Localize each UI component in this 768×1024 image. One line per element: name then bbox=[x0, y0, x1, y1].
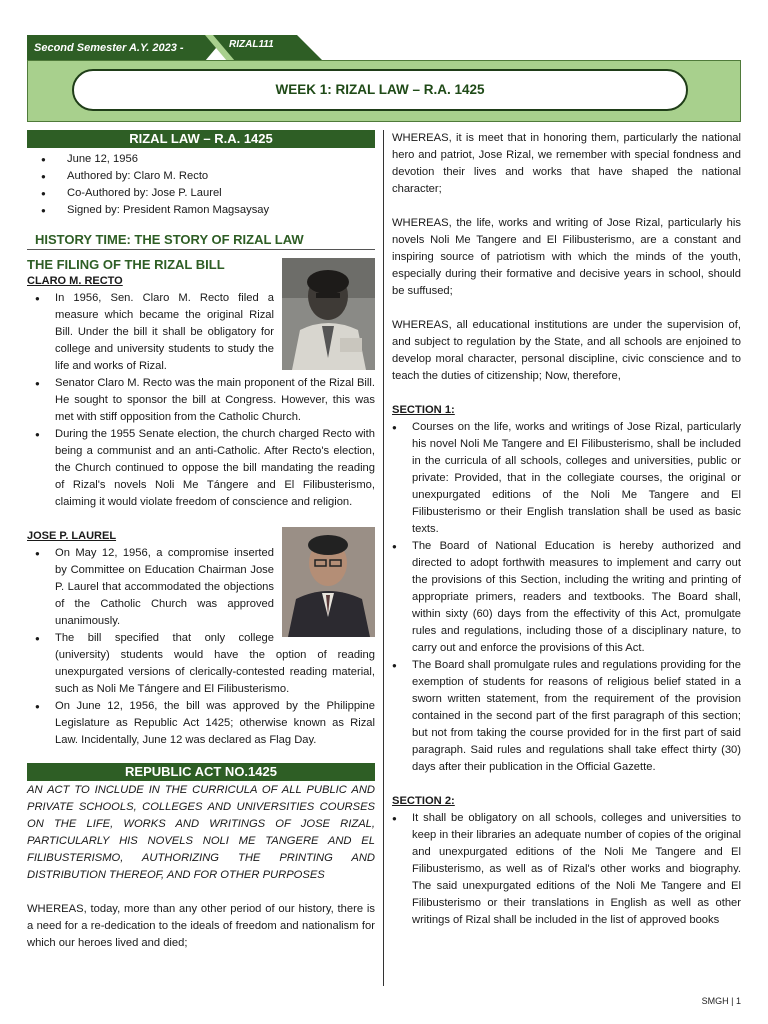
recto-bullet: ● In 1956, Sen. Claro M. Recto filed a measure which became the original Rizal Bill. Under the bill it shall be obligatory for college and university students to study the life and works of Rizal. bbox=[55, 290, 375, 375]
course-code: RIZAL111 bbox=[229, 39, 274, 50]
act-title: AN ACT TO INCLUDE IN THE CURRICULA OF ALL PUBLIC AND PRIVATE SCHOOLS, COLLEGES AND UNIVERSITIES COURSES ON THE LIFE, WORKS AND WRITINGS OF JOSE RIZAL, PARTICULARLY HIS NOVELS NOLI ME TANGERE AND EL FILIBUSTERISMO, AUTHORIZING THE PRINTING AND DISTRIBUTION THEREOF, AND FOR OTHER PURPOSES bbox=[27, 784, 375, 881]
semester-label: Second Semester A.Y. 2023 - bbox=[34, 42, 184, 54]
course-tab bbox=[205, 35, 323, 61]
section-1-list bbox=[392, 419, 741, 776]
section-1-heading: SECTION 1: bbox=[392, 404, 455, 416]
whereas-paragraph: WHEREAS, today, more than any other period of our history, there is a need for a re-dedication to the ideals of freedom and nationalism for which our heroes lived and died; bbox=[27, 903, 375, 949]
fact-item: ● Signed by: President Ramon Magsaysay bbox=[67, 202, 375, 219]
filing-heading: THE FILING OF THE RIZAL BILL bbox=[27, 257, 225, 272]
facts-list bbox=[27, 151, 375, 219]
week-title: WEEK 1: RIZAL LAW – R.A. 1425 bbox=[72, 69, 688, 111]
section-2-heading: SECTION 2: bbox=[392, 795, 455, 807]
recto-bullet: ● During the 1955 Senate election, the church charged Recto with being a communist and an anti-Catholic. After Recto's election, the Church continued to oppose the bill mandating the reading of Rizal's novels Noli Me Tángere and El Filibusterismo, claiming it would violate freedom of conscience and religion. bbox=[55, 426, 375, 511]
laurel-bullets bbox=[27, 545, 375, 749]
recto-bullets bbox=[27, 290, 375, 511]
section-2-list bbox=[392, 810, 741, 929]
section-1-item: ● Courses on the life, works and writings of Jose Rizal, particularly his novel Noli Me Tangere and El Filibusterismo, shall be included in the curricula of all schools, colleges and universities, public or private: Provided, that in the collegiate courses, the original or unexpurgated editions of the Noli Me Tangere and El Filibusterismo or their English translation shall be used as basic texts. bbox=[412, 419, 741, 538]
fact-item: ● Co-Authored by: Jose P. Laurel bbox=[67, 185, 375, 202]
republic-act-heading: REPUBLIC ACT NO.1425 bbox=[27, 763, 375, 781]
whereas-paragraph: WHEREAS, all educational institutions are under the supervision of, and subject to regulation by the State, and all schools are enjoined to develop moral character, personal discipline, civic conscience and to teach the duties of citizenship; Now, therefore, bbox=[392, 319, 741, 382]
title-banner bbox=[27, 60, 741, 122]
column-divider bbox=[383, 130, 384, 986]
laurel-bullet: ● The bill specified that only college (university) students would have the option of reading unexpurgated versions of clerically-contested reading material, such as Noli Me Tángere and El Filibusterismo. bbox=[55, 630, 375, 698]
fact-item: ● Authored by: Claro M. Recto bbox=[67, 168, 375, 185]
section-1-item: ● The Board of National Education is hereby authorized and directed to adopt forthwith measures to implement and carry out the provisions of this Section, including the writing and printing of appropriate primers, readers and textbooks. The Board shall, within sixty (60) days from the effectivity of this Act, promulgate rules and regulations, including those of a disciplinary nature, to carry out and enforce the provisions of this Act. bbox=[412, 538, 741, 657]
section-1-item: ● The Board shall promulgate rules and regulations providing for the exemption of students for reasons of religious belief stated in a sworn written statement, from the requirement of the provision contained in the second part of the first paragraph of this section; but not from taking the course provided for in the first part of said paragraph. Said rules and regulations shall take effect thirty (30) days after their publication in the Official Gazette. bbox=[412, 657, 741, 776]
section-2-item: ● It shall be obligatory on all schools, colleges and universities to keep in their libraries an adequate number of copies of the original and unexpurgated editions of the Noli Me Tangere and El Filibusterismo, as well as of Rizal's other works and biography. The said unexpurgated editions of the Noli Me Tangere and El Filibusterismo or their translations in English as well as other writings of Rizal shall be included in the list of approved books bbox=[412, 810, 741, 929]
laurel-heading: JOSE P. LAUREL bbox=[27, 530, 117, 542]
rizal-law-heading: RIZAL LAW – R.A. 1425 bbox=[27, 130, 375, 148]
fact-item: ● June 12, 1956 bbox=[67, 151, 375, 168]
history-heading: HISTORY TIME: THE STORY OF RIZAL LAW bbox=[27, 231, 375, 250]
right-column bbox=[392, 130, 741, 929]
recto-heading: CLARO M. RECTO bbox=[27, 275, 123, 287]
recto-bullet: ● Senator Claro M. Recto was the main proponent of the Rizal Bill. He sought to sponsor the bill at Congress. However, this was met with stiff opposition from the Catholic Church. bbox=[55, 375, 375, 426]
page-footer: SMGH | 1 bbox=[701, 996, 741, 1006]
whereas-paragraph: WHEREAS, the life, works and writing of Jose Rizal, particularly his novels Noli Me Tangere and El Filibusterismo, are a constant and inspiring source of patriotism with which the minds of the youth, especially during their formative and decisive years in school, should be suffused; bbox=[392, 217, 741, 297]
semester-tab bbox=[27, 35, 205, 61]
left-column bbox=[27, 130, 375, 952]
laurel-bullet: ● On May 12, 1956, a compromise inserted by Committee on Education Chairman Jose P. Laurel that accommodated the objections of the Catholic Church was approved unanimously. bbox=[55, 545, 375, 630]
whereas-paragraph: WHEREAS, it is meet that in honoring them, particularly the national hero and patriot, Jose Rizal, we remember with special fondness and devotion their lives and works that have shaped the national character; bbox=[392, 132, 741, 195]
laurel-bullet: ● On June 12, 1956, the bill was approved by the Philippine Legislature as Republic Act 1425; otherwise known as Rizal Law. Incidentally, June 12 was declared as Flag Day. bbox=[55, 698, 375, 749]
